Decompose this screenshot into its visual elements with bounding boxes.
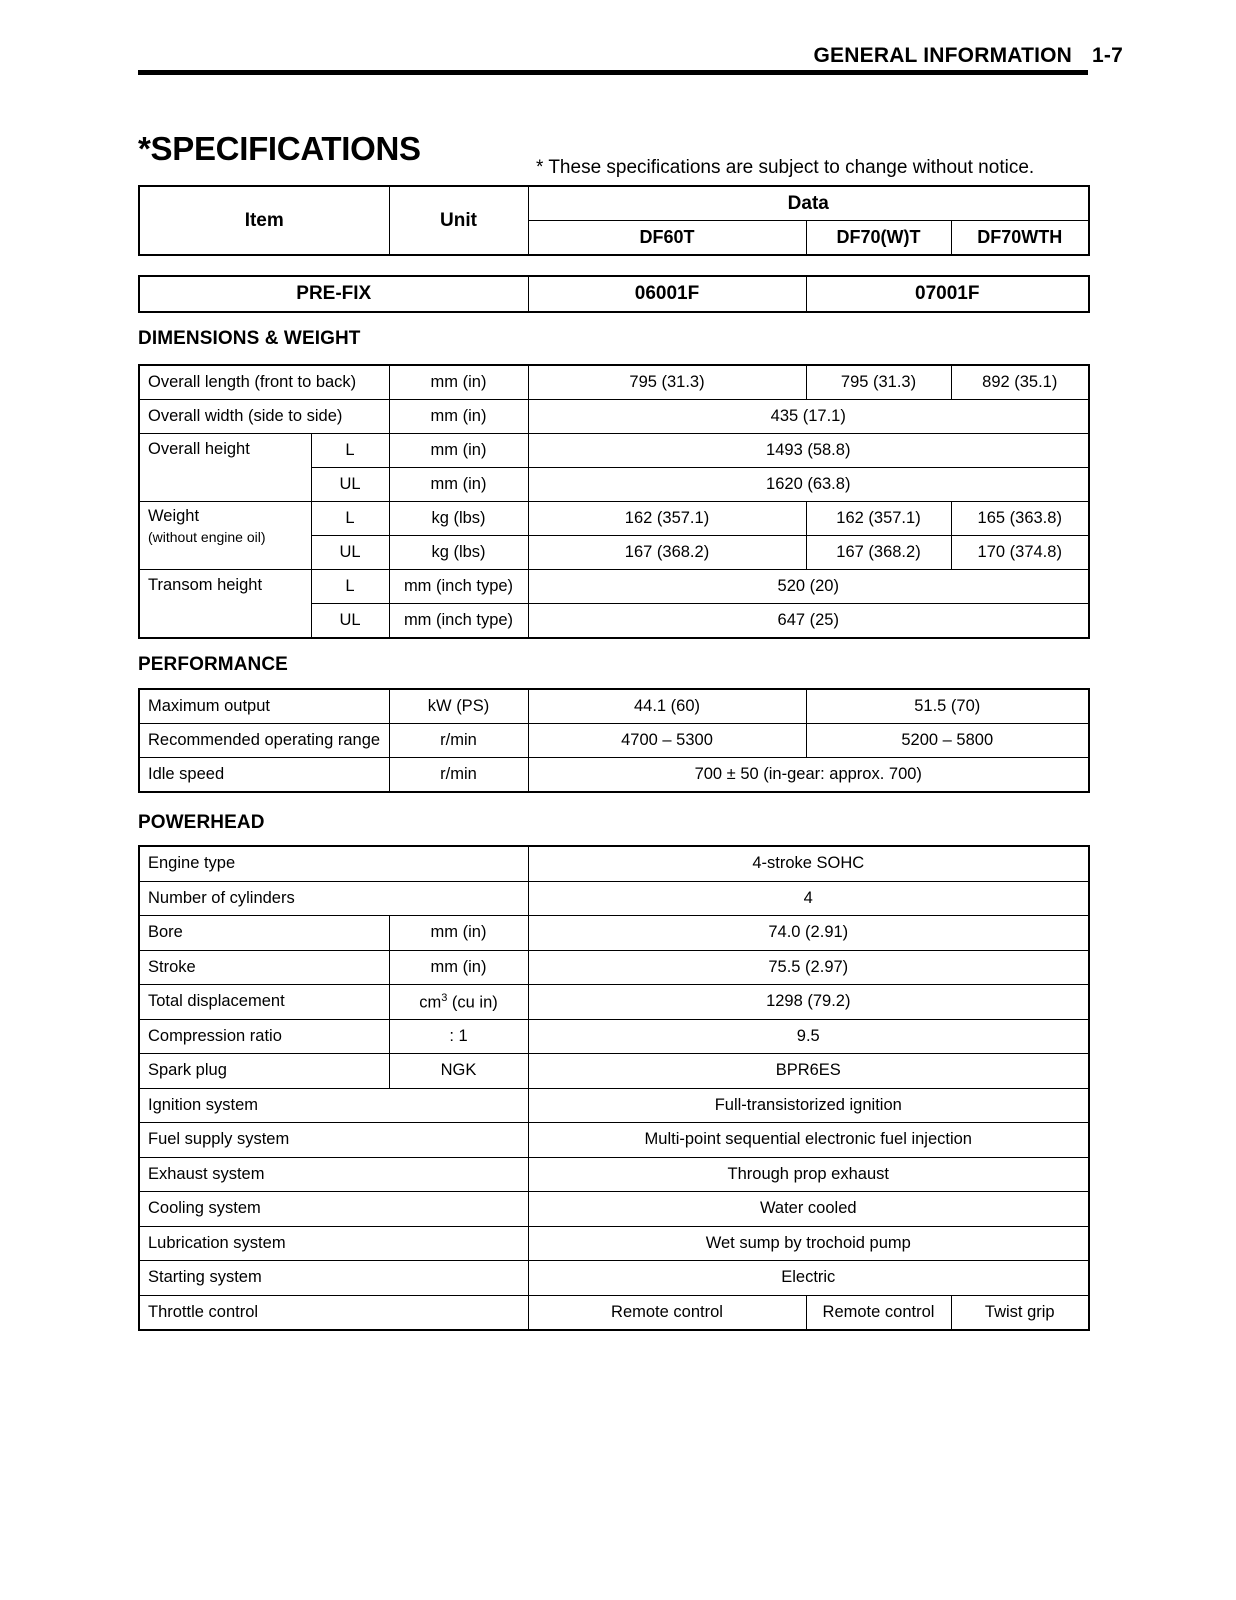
row-unit-operating-range: r/min	[389, 724, 528, 758]
cell-bore: 74.0 (2.91)	[528, 916, 1089, 951]
table-row	[139, 276, 1089, 312]
row-sub-transom-l: L	[311, 570, 389, 604]
row-label-throttle-control: Throttle control	[139, 1295, 528, 1330]
table-row	[139, 1295, 1089, 1330]
row-unit-compression-ratio: : 1	[389, 1019, 528, 1054]
row-label-fuel-supply-system: Fuel supply system	[139, 1123, 528, 1158]
table-row	[139, 1261, 1089, 1296]
header-cell-model-df70wt: DF70(W)T	[806, 221, 951, 256]
cell-operating-range-df70: 5200 – 5800	[806, 724, 1089, 758]
cell-operating-range-df60t: 4700 – 5300	[528, 724, 806, 758]
cell-throttle-control-df70wt: Remote control	[806, 1295, 951, 1330]
row-unit-transom-ul: mm (inch type)	[389, 604, 528, 639]
cell-throttle-control-df70wth: Twist grip	[951, 1295, 1089, 1330]
cell-spark-plug: BPR6ES	[528, 1054, 1089, 1089]
cell-engine-type: 4-stroke SOHC	[528, 846, 1089, 881]
cell-ignition-system: Full-transistorized ignition	[528, 1088, 1089, 1123]
cell-overall-width-all: 435 (17.1)	[528, 400, 1089, 434]
row-unit-overall-height-ul: mm (in)	[389, 468, 528, 502]
row-label-bore: Bore	[139, 916, 389, 951]
row-unit-overall-width: mm (in)	[389, 400, 528, 434]
row-unit-stroke: mm (in)	[389, 950, 528, 985]
cell-overall-height-l: 1493 (58.8)	[528, 434, 1089, 468]
header-cell-model-df70wth: DF70WTH	[951, 221, 1089, 256]
table-row	[139, 846, 1089, 881]
table-row	[139, 985, 1089, 1020]
row-label-transom-height: Transom height	[139, 570, 311, 639]
powerhead-table	[138, 845, 1090, 1331]
table-row	[139, 186, 1089, 221]
table-row	[139, 502, 1089, 536]
cell-exhaust-system: Through prop exhaust	[528, 1157, 1089, 1192]
unit-cm-rest: (cu in)	[447, 993, 498, 1011]
performance-table	[138, 688, 1090, 793]
table-row	[139, 434, 1089, 468]
cell-weight-ul-df60t: 167 (368.2)	[528, 536, 806, 570]
page-subtitle: * These specifications are subject to change without notice.	[536, 157, 1035, 178]
row-label-weight-note: (without engine oil)	[148, 528, 266, 545]
header-cell-data: Data	[528, 186, 1089, 221]
section-heading-performance: PERFORMANCE	[138, 654, 288, 675]
row-label-weight	[139, 502, 311, 570]
row-label-weight-main: Weight	[148, 507, 200, 525]
header-rule	[138, 70, 1088, 75]
row-unit-weight-ul: kg (lbs)	[389, 536, 528, 570]
table-row	[139, 881, 1089, 916]
cell-weight-l-df70wt: 162 (357.1)	[806, 502, 951, 536]
cell-weight-ul-df70wt: 167 (368.2)	[806, 536, 951, 570]
row-unit-maximum-output: kW (PS)	[389, 689, 528, 724]
cell-maximum-output-df60t: 44.1 (60)	[528, 689, 806, 724]
row-label-overall-length: Overall length (front to back)	[139, 365, 389, 400]
table-row	[139, 1157, 1089, 1192]
row-label-spark-plug: Spark plug	[139, 1054, 389, 1089]
unit-cm-base: cm	[419, 993, 442, 1011]
prefix-table	[138, 275, 1090, 313]
page-number: 1-7	[1092, 44, 1123, 67]
prefix-value-06001f: 06001F	[528, 276, 806, 312]
table-row	[139, 1192, 1089, 1227]
row-sub-weight-ul: UL	[311, 536, 389, 570]
cell-overall-height-ul: 1620 (63.8)	[528, 468, 1089, 502]
row-label-maximum-output: Maximum output	[139, 689, 389, 724]
row-label-idle-speed: Idle speed	[139, 758, 389, 793]
table-row	[139, 1088, 1089, 1123]
table-row	[139, 950, 1089, 985]
cell-weight-ul-df70wth: 170 (374.8)	[951, 536, 1089, 570]
row-sub-transom-ul: UL	[311, 604, 389, 639]
header-cell-unit: Unit	[389, 186, 528, 255]
row-label-operating-range: Recommended operating range	[139, 724, 389, 758]
row-label-number-of-cylinders: Number of cylinders	[139, 881, 528, 916]
row-label-overall-height: Overall height	[139, 434, 311, 502]
cell-weight-l-df60t: 162 (357.1)	[528, 502, 806, 536]
row-sub-overall-height-ul: UL	[311, 468, 389, 502]
row-unit-overall-height-l: mm (in)	[389, 434, 528, 468]
row-sub-weight-l: L	[311, 502, 389, 536]
cell-starting-system: Electric	[528, 1261, 1089, 1296]
cell-number-of-cylinders: 4	[528, 881, 1089, 916]
section-title: GENERAL INFORMATION	[813, 44, 1073, 67]
table-row	[139, 758, 1089, 793]
row-label-overall-width: Overall width (side to side)	[139, 400, 389, 434]
cell-overall-length-df60t: 795 (31.3)	[528, 365, 806, 400]
header-cell-model-df60t: DF60T	[528, 221, 806, 256]
table-row	[139, 1226, 1089, 1261]
cell-transom-ul: 647 (25)	[528, 604, 1089, 639]
section-heading-dimensions: DIMENSIONS & WEIGHT	[138, 328, 361, 349]
row-unit-bore: mm (in)	[389, 916, 528, 951]
row-label-starting-system: Starting system	[139, 1261, 528, 1296]
row-label-total-displacement: Total displacement	[139, 985, 389, 1020]
table-row	[139, 1054, 1089, 1089]
cell-overall-length-df70wt: 795 (31.3)	[806, 365, 951, 400]
cell-compression-ratio: 9.5	[528, 1019, 1089, 1054]
cell-lubrication-system: Wet sump by trochoid pump	[528, 1226, 1089, 1261]
table-row	[139, 1019, 1089, 1054]
table-row	[139, 1123, 1089, 1158]
row-unit-idle-speed: r/min	[389, 758, 528, 793]
section-heading-powerhead: POWERHEAD	[138, 812, 265, 833]
row-label-cooling-system: Cooling system	[139, 1192, 528, 1227]
row-label-lubrication-system: Lubrication system	[139, 1226, 528, 1261]
row-label-ignition-system: Ignition system	[139, 1088, 528, 1123]
row-label-engine-type: Engine type	[139, 846, 528, 881]
cell-idle-speed-all: 700 ± 50 (in-gear: approx. 700)	[528, 758, 1089, 793]
cell-cooling-system: Water cooled	[528, 1192, 1089, 1227]
row-unit-total-displacement	[389, 985, 528, 1020]
table-row	[139, 724, 1089, 758]
cell-stroke: 75.5 (2.97)	[528, 950, 1089, 985]
row-label-compression-ratio: Compression ratio	[139, 1019, 389, 1054]
row-sub-overall-height-l: L	[311, 434, 389, 468]
row-label-exhaust-system: Exhaust system	[139, 1157, 528, 1192]
row-unit-overall-length: mm (in)	[389, 365, 528, 400]
cell-maximum-output-df70: 51.5 (70)	[806, 689, 1089, 724]
cell-throttle-control-df60t: Remote control	[528, 1295, 806, 1330]
spec-header-table	[138, 185, 1090, 256]
header-cell-item: Item	[139, 186, 389, 255]
prefix-label: PRE-FIX	[139, 276, 528, 312]
page-title: *SPECIFICATIONS	[138, 130, 421, 167]
row-unit-weight-l: kg (lbs)	[389, 502, 528, 536]
table-row	[139, 689, 1089, 724]
unit-cm-superscript: 3	[441, 991, 448, 1004]
row-label-stroke: Stroke	[139, 950, 389, 985]
table-row	[139, 400, 1089, 434]
cell-total-displacement: 1298 (79.2)	[528, 985, 1089, 1020]
row-unit-spark-plug: NGK	[389, 1054, 528, 1089]
table-row	[139, 365, 1089, 400]
prefix-value-07001f: 07001F	[806, 276, 1089, 312]
page-header-title	[814, 44, 1123, 68]
dimensions-weight-table	[138, 364, 1090, 639]
table-row	[139, 570, 1089, 604]
cell-weight-l-df70wth: 165 (363.8)	[951, 502, 1089, 536]
table-row	[139, 916, 1089, 951]
cell-transom-l: 520 (20)	[528, 570, 1089, 604]
cell-fuel-supply-system: Multi-point sequential electronic fuel injection	[528, 1123, 1089, 1158]
row-unit-transom-l: mm (inch type)	[389, 570, 528, 604]
cell-overall-length-df70wth: 892 (35.1)	[951, 365, 1089, 400]
